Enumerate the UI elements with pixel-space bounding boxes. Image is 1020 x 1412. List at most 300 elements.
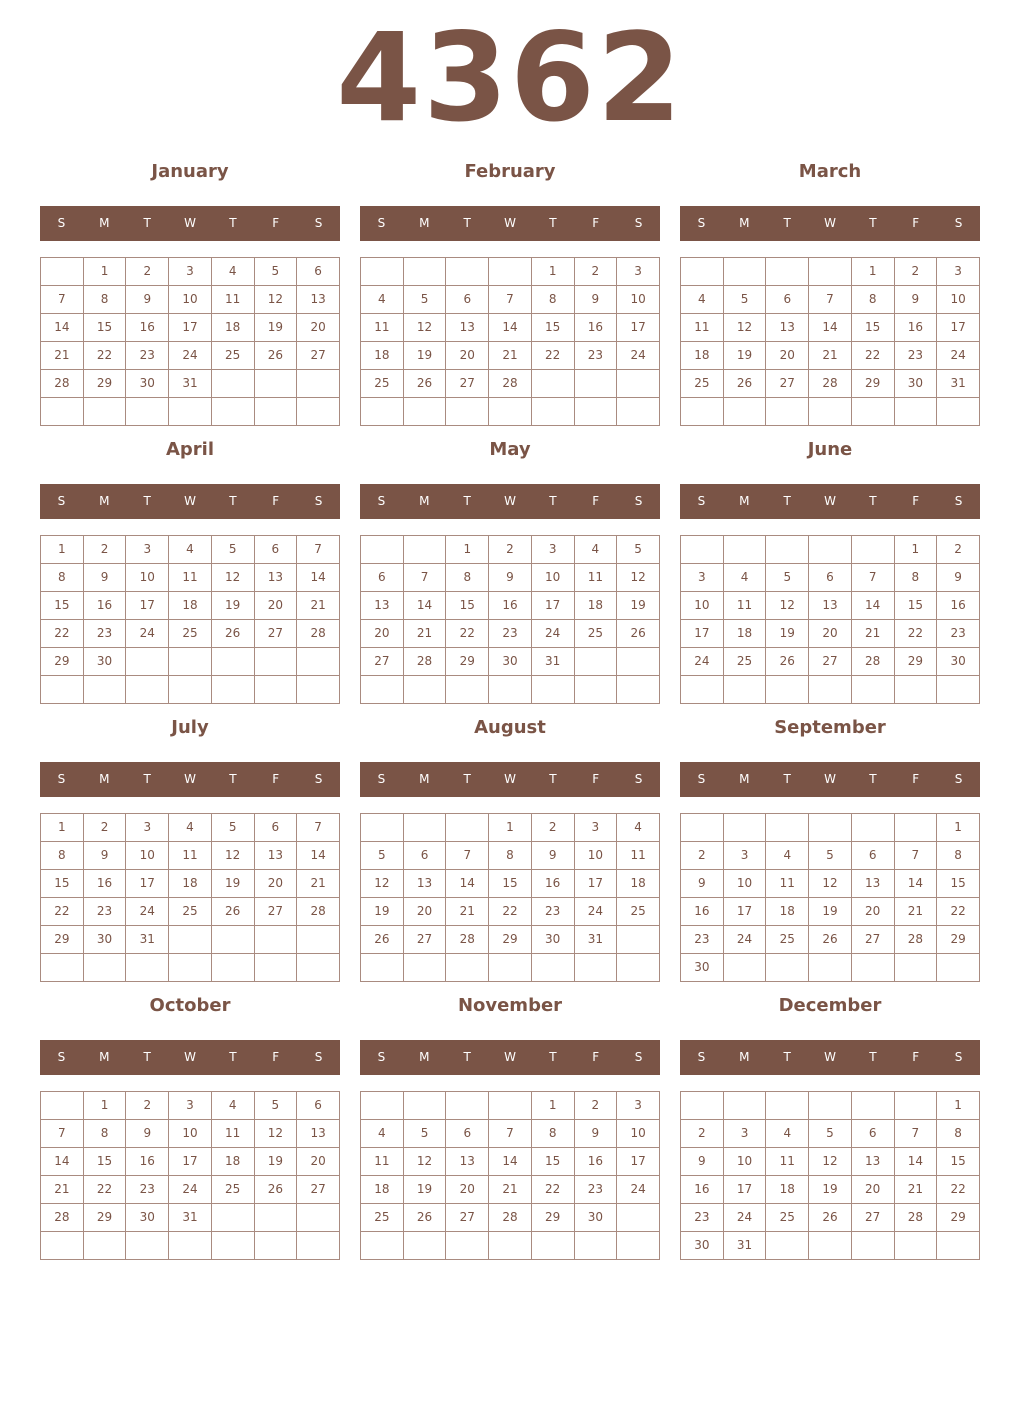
day-cell (126, 648, 169, 676)
weekday-label: W (184, 216, 196, 230)
day-cell: 10 (126, 842, 169, 870)
day-cell: 25 (723, 648, 766, 676)
weekday-label: T (229, 1050, 237, 1064)
weekday-label: M (99, 216, 110, 230)
weekday-label: S (314, 494, 323, 508)
day-cell (446, 1232, 489, 1260)
week-row (361, 314, 660, 342)
day-cell (41, 676, 84, 704)
day-cell: 6 (254, 536, 297, 564)
day-cell (617, 1232, 660, 1260)
weekday-label: W (184, 1050, 196, 1064)
weekday-label: T (549, 1050, 557, 1064)
day-cell: 5 (361, 842, 404, 870)
day-cell: 7 (489, 1120, 532, 1148)
week-row (361, 1232, 660, 1260)
day-cell: 26 (211, 898, 254, 926)
day-cell: 1 (446, 536, 489, 564)
day-cell (531, 954, 574, 982)
weekday-header (680, 1040, 980, 1075)
day-cell (723, 676, 766, 704)
day-cell: 7 (297, 814, 340, 842)
week-row (41, 842, 340, 870)
day-cell: 27 (361, 648, 404, 676)
day-cell: 30 (894, 370, 937, 398)
day-cell (254, 1232, 297, 1260)
day-cell (851, 1232, 894, 1260)
day-cell: 11 (681, 314, 724, 342)
day-cell: 28 (894, 1204, 937, 1232)
week-row (41, 676, 340, 704)
weekday-label: T (229, 216, 237, 230)
month-name: October (149, 995, 231, 1016)
weekday-label: T (549, 494, 557, 508)
day-cell: 2 (83, 814, 126, 842)
day-cell (41, 1232, 84, 1260)
day-cell: 19 (211, 870, 254, 898)
week-row (41, 370, 340, 398)
day-cell: 4 (617, 814, 660, 842)
day-cell (617, 954, 660, 982)
weekday-label: M (419, 772, 430, 786)
weekday-header (360, 206, 660, 241)
weekday-label: T (783, 1050, 791, 1064)
day-cell: 14 (809, 314, 852, 342)
day-cell: 12 (403, 314, 446, 342)
day-cell: 1 (83, 1092, 126, 1120)
day-grid (360, 813, 660, 982)
day-cell: 3 (937, 258, 980, 286)
day-cell: 9 (574, 286, 617, 314)
day-cell: 15 (531, 1148, 574, 1176)
day-cell: 16 (937, 592, 980, 620)
day-cell: 4 (574, 536, 617, 564)
day-cell: 13 (361, 592, 404, 620)
day-cell: 14 (851, 592, 894, 620)
week-row (681, 620, 980, 648)
day-cell: 3 (531, 536, 574, 564)
day-cell (83, 398, 126, 426)
day-cell: 12 (211, 564, 254, 592)
day-cell: 5 (211, 536, 254, 564)
day-cell (446, 1092, 489, 1120)
day-cell (809, 954, 852, 982)
day-cell (681, 814, 724, 842)
day-cell (361, 676, 404, 704)
day-cell: 22 (41, 620, 84, 648)
day-cell: 14 (41, 1148, 84, 1176)
week-row (41, 1092, 340, 1120)
day-cell (169, 398, 212, 426)
day-cell (403, 536, 446, 564)
week-row (681, 1204, 980, 1232)
day-cell: 25 (361, 370, 404, 398)
day-cell: 18 (169, 592, 212, 620)
day-cell: 18 (361, 1176, 404, 1204)
day-cell: 23 (531, 898, 574, 926)
day-cell (894, 676, 937, 704)
day-cell: 24 (617, 342, 660, 370)
week-row (41, 814, 340, 842)
day-cell: 25 (617, 898, 660, 926)
day-cell: 8 (531, 286, 574, 314)
day-cell: 26 (403, 1204, 446, 1232)
day-cell: 30 (937, 648, 980, 676)
day-cell: 5 (403, 1120, 446, 1148)
day-cell: 16 (83, 592, 126, 620)
day-cell: 12 (361, 870, 404, 898)
weekday-label: F (592, 216, 600, 230)
week-row (681, 898, 980, 926)
day-cell: 4 (681, 286, 724, 314)
weekday-label: T (783, 216, 791, 230)
day-cell: 21 (446, 898, 489, 926)
day-cell: 31 (531, 648, 574, 676)
weekday-label: S (954, 772, 963, 786)
month-name: July (171, 717, 209, 738)
week-row (361, 258, 660, 286)
day-cell: 30 (531, 926, 574, 954)
day-cell: 22 (83, 342, 126, 370)
day-cell: 25 (766, 926, 809, 954)
weekday-label: S (377, 494, 386, 508)
day-cell (574, 370, 617, 398)
day-cell: 25 (681, 370, 724, 398)
month-name: January (151, 161, 229, 182)
month-name: August (474, 717, 546, 738)
week-row (41, 1120, 340, 1148)
day-cell: 13 (446, 1148, 489, 1176)
day-cell: 20 (254, 870, 297, 898)
day-cell: 5 (617, 536, 660, 564)
day-cell: 1 (531, 1092, 574, 1120)
day-cell: 5 (766, 564, 809, 592)
day-cell: 4 (361, 1120, 404, 1148)
week-row (681, 814, 980, 842)
weekday-label: S (57, 1050, 66, 1064)
day-cell: 21 (809, 342, 852, 370)
day-cell: 10 (681, 592, 724, 620)
day-cell: 23 (83, 898, 126, 926)
day-cell (617, 398, 660, 426)
week-row (361, 370, 660, 398)
day-cell: 18 (211, 314, 254, 342)
day-cell (809, 258, 852, 286)
day-grid (680, 1091, 980, 1260)
day-cell: 9 (83, 842, 126, 870)
week-row (361, 592, 660, 620)
day-cell (297, 398, 340, 426)
day-cell: 22 (531, 1176, 574, 1204)
day-cell (723, 258, 766, 286)
day-cell: 17 (723, 898, 766, 926)
day-cell (211, 1204, 254, 1232)
day-cell: 1 (531, 258, 574, 286)
week-row (681, 676, 980, 704)
day-cell: 8 (531, 1120, 574, 1148)
day-cell: 23 (83, 620, 126, 648)
day-cell: 20 (297, 1148, 340, 1176)
weekday-label: F (592, 772, 600, 786)
day-cell: 5 (254, 258, 297, 286)
day-cell: 19 (617, 592, 660, 620)
day-cell (297, 926, 340, 954)
day-cell (574, 648, 617, 676)
day-cell: 26 (809, 926, 852, 954)
weekday-label: S (634, 216, 643, 230)
weekday-label: W (184, 772, 196, 786)
day-cell: 18 (681, 342, 724, 370)
day-cell (723, 536, 766, 564)
day-cell (851, 536, 894, 564)
day-cell: 3 (723, 842, 766, 870)
weekday-label: F (272, 772, 280, 786)
day-cell: 25 (211, 1176, 254, 1204)
weekday-header (680, 206, 980, 241)
day-cell: 14 (446, 870, 489, 898)
day-cell (937, 676, 980, 704)
week-row (361, 1148, 660, 1176)
day-cell: 24 (126, 620, 169, 648)
day-cell (681, 536, 724, 564)
day-cell: 7 (41, 1120, 84, 1148)
day-cell: 2 (681, 1120, 724, 1148)
day-cell (809, 814, 852, 842)
day-cell (617, 1204, 660, 1232)
day-cell: 12 (211, 842, 254, 870)
day-cell: 27 (254, 898, 297, 926)
day-cell: 7 (41, 286, 84, 314)
day-cell: 25 (169, 898, 212, 926)
weekday-label: S (314, 216, 323, 230)
day-cell (211, 370, 254, 398)
day-cell: 21 (403, 620, 446, 648)
day-cell: 9 (126, 286, 169, 314)
day-cell (574, 398, 617, 426)
day-cell: 13 (403, 870, 446, 898)
day-cell (403, 1092, 446, 1120)
day-cell: 15 (446, 592, 489, 620)
day-cell: 13 (297, 1120, 340, 1148)
weekday-label: T (869, 494, 877, 508)
weekday-label: S (377, 216, 386, 230)
weekday-label: M (419, 494, 430, 508)
weekday-label: F (912, 216, 920, 230)
day-cell: 3 (617, 258, 660, 286)
day-cell: 8 (894, 564, 937, 592)
day-cell: 19 (723, 342, 766, 370)
day-cell: 29 (937, 1204, 980, 1232)
day-cell: 5 (809, 842, 852, 870)
day-cell: 13 (254, 842, 297, 870)
day-cell: 10 (723, 1148, 766, 1176)
day-cell: 28 (489, 370, 532, 398)
day-cell: 8 (41, 564, 84, 592)
day-cell: 27 (851, 926, 894, 954)
day-grid (360, 535, 660, 704)
day-cell: 12 (403, 1148, 446, 1176)
day-cell (361, 398, 404, 426)
day-cell: 7 (446, 842, 489, 870)
day-cell: 23 (489, 620, 532, 648)
day-cell: 14 (297, 564, 340, 592)
day-cell: 17 (723, 1176, 766, 1204)
day-cell: 28 (851, 648, 894, 676)
weekday-label: S (634, 1050, 643, 1064)
day-cell: 14 (41, 314, 84, 342)
day-cell: 23 (574, 342, 617, 370)
day-cell: 27 (403, 926, 446, 954)
weekday-label: S (377, 772, 386, 786)
day-cell: 17 (531, 592, 574, 620)
weekday-label: S (954, 1050, 963, 1064)
day-cell: 17 (169, 1148, 212, 1176)
weekday-label: T (143, 1050, 151, 1064)
day-cell: 29 (531, 1204, 574, 1232)
day-cell: 18 (766, 898, 809, 926)
week-row (361, 564, 660, 592)
day-cell: 1 (41, 814, 84, 842)
week-row (681, 564, 980, 592)
day-cell: 4 (361, 286, 404, 314)
day-cell: 30 (126, 370, 169, 398)
week-row (681, 314, 980, 342)
week-row (361, 814, 660, 842)
week-row (361, 536, 660, 564)
weekday-label: T (143, 216, 151, 230)
weekday-label: S (954, 216, 963, 230)
day-cell: 12 (723, 314, 766, 342)
day-cell (297, 1204, 340, 1232)
day-cell (211, 648, 254, 676)
week-row (681, 1232, 980, 1260)
day-cell: 9 (681, 870, 724, 898)
day-cell: 9 (531, 842, 574, 870)
weekday-label: W (504, 772, 516, 786)
day-cell (169, 1232, 212, 1260)
day-cell: 29 (41, 926, 84, 954)
day-cell: 29 (851, 370, 894, 398)
day-cell: 21 (41, 342, 84, 370)
day-cell (361, 1232, 404, 1260)
day-cell: 6 (766, 286, 809, 314)
week-row (361, 620, 660, 648)
day-cell (894, 954, 937, 982)
day-cell: 9 (894, 286, 937, 314)
day-cell: 25 (361, 1204, 404, 1232)
day-cell: 13 (809, 592, 852, 620)
day-cell: 24 (723, 1204, 766, 1232)
day-cell (489, 398, 532, 426)
weekday-label: F (272, 216, 280, 230)
day-cell (254, 648, 297, 676)
weekday-label: F (592, 494, 600, 508)
day-cell: 10 (937, 286, 980, 314)
day-cell (211, 954, 254, 982)
day-cell: 18 (169, 870, 212, 898)
day-cell (403, 1232, 446, 1260)
week-row (361, 926, 660, 954)
day-cell: 5 (254, 1092, 297, 1120)
month-name: March (798, 161, 862, 182)
day-cell: 5 (403, 286, 446, 314)
day-cell: 8 (489, 842, 532, 870)
day-cell: 27 (254, 620, 297, 648)
weekday-label: T (549, 772, 557, 786)
weekday-label: S (377, 1050, 386, 1064)
day-cell (809, 398, 852, 426)
day-cell: 4 (766, 842, 809, 870)
day-cell (531, 370, 574, 398)
day-cell: 4 (169, 814, 212, 842)
day-cell: 16 (126, 314, 169, 342)
day-cell: 16 (531, 870, 574, 898)
weekday-label: T (869, 772, 877, 786)
day-grid (680, 257, 980, 426)
day-cell (126, 954, 169, 982)
day-cell: 13 (297, 286, 340, 314)
day-cell: 9 (489, 564, 532, 592)
day-cell: 9 (126, 1120, 169, 1148)
day-cell (126, 398, 169, 426)
day-cell: 16 (681, 1176, 724, 1204)
day-cell: 2 (574, 258, 617, 286)
day-cell: 25 (766, 1204, 809, 1232)
week-row (681, 870, 980, 898)
week-row (361, 1120, 660, 1148)
day-cell: 31 (937, 370, 980, 398)
day-cell: 24 (169, 342, 212, 370)
day-cell: 17 (169, 314, 212, 342)
day-cell: 8 (446, 564, 489, 592)
day-cell: 23 (681, 1204, 724, 1232)
weekday-label: S (57, 772, 66, 786)
day-cell: 17 (681, 620, 724, 648)
day-cell: 17 (937, 314, 980, 342)
day-cell: 31 (723, 1232, 766, 1260)
week-row (361, 954, 660, 982)
day-cell: 16 (574, 1148, 617, 1176)
day-cell: 12 (766, 592, 809, 620)
day-cell: 27 (446, 1204, 489, 1232)
day-cell (446, 398, 489, 426)
weekday-label: S (57, 216, 66, 230)
weekday-label: W (504, 1050, 516, 1064)
day-cell: 2 (126, 258, 169, 286)
day-cell (489, 1092, 532, 1120)
week-row (41, 342, 340, 370)
day-cell: 13 (254, 564, 297, 592)
day-cell: 12 (254, 286, 297, 314)
day-cell (211, 1232, 254, 1260)
day-cell: 19 (211, 592, 254, 620)
weekday-label: T (463, 216, 471, 230)
weekday-label: S (697, 772, 706, 786)
day-cell: 28 (809, 370, 852, 398)
day-cell (297, 954, 340, 982)
day-cell (403, 398, 446, 426)
day-cell (531, 398, 574, 426)
day-cell: 22 (531, 342, 574, 370)
week-row (41, 620, 340, 648)
day-cell: 23 (894, 342, 937, 370)
day-cell (254, 370, 297, 398)
week-row (681, 592, 980, 620)
weekday-label: T (463, 494, 471, 508)
day-cell (723, 1092, 766, 1120)
day-cell: 6 (297, 1092, 340, 1120)
weekday-header (40, 206, 340, 241)
